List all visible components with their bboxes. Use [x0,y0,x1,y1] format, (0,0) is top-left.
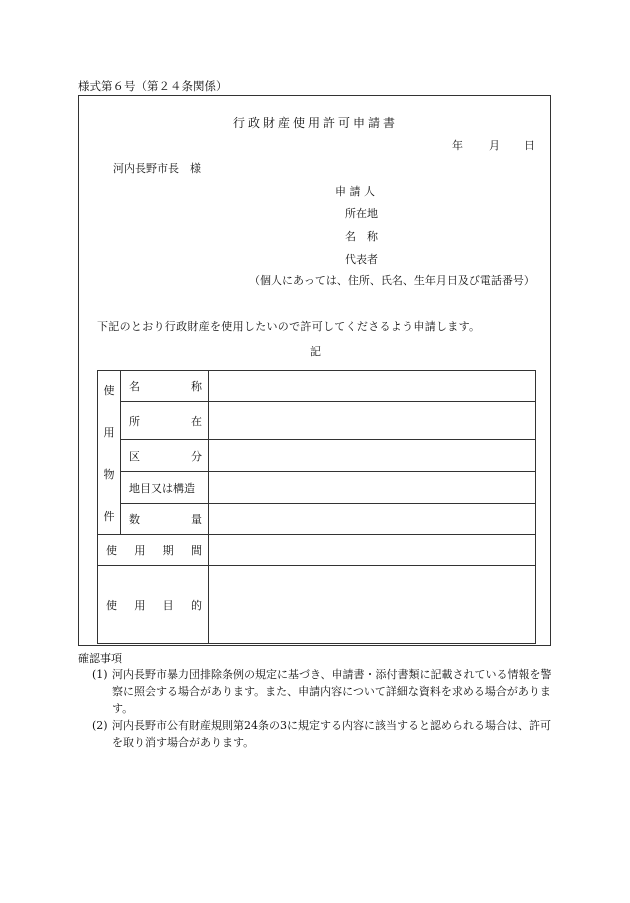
list-item [92,666,552,717]
row-label-location: 所 在 [121,402,209,440]
table-row [98,535,536,566]
group-char: 物 [103,467,115,481]
group-char: 件 [103,509,115,523]
purpose-label: 使 用 目 的 [98,566,209,644]
form-number-label: 様式第６号（第２４条関係） [78,79,228,93]
date-day-label: 日 [524,139,535,152]
table-row [98,402,536,440]
addressee: 河内長野市長 様 [113,162,201,175]
value-cell-quantity[interactable] [209,504,536,535]
property-table [97,370,536,644]
note-number: (2) [92,719,108,732]
row-label-land-structure: 地目又は構造 [121,472,209,504]
value-cell-category[interactable] [209,440,536,472]
applicant-representative-label: 代表者 [345,253,378,266]
row-label-quantity: 数 量 [121,504,209,535]
period-label: 使 用 期 間 [98,535,209,566]
table-row [98,371,536,402]
request-sentence: 下記のとおり行政財産を使用したいので許可してくださるよう申請します。 [97,320,481,333]
value-cell-name[interactable] [209,371,536,402]
notes-heading: 確認事項 [78,652,122,665]
group-char: 使 [103,383,115,397]
row-label-category: 区 分 [121,440,209,472]
property-group-label [98,371,121,535]
application-form [78,95,551,646]
date-year-label: 年 [452,139,463,152]
ki-heading: 記 [310,345,321,358]
applicant-address-label: 所在地 [345,207,378,220]
document-title: 行政財産使用許可申請書 [232,116,398,130]
note-text: 河内長野市暴力団排除条例の規定に基づき、申請書・添付書類に記載されている情報を警察に照会する場合があります。また、申請内容について詳細な資料を求める場合があります。 [112,668,552,715]
table-row [98,566,536,644]
value-cell-location[interactable] [209,402,536,440]
applicant-heading: 申 請 人 [335,185,375,198]
applicant-name-label: 名 称 [345,230,378,243]
group-char: 用 [103,425,115,439]
table-row [98,440,536,472]
note-number: (1) [92,668,108,681]
value-cell-purpose[interactable] [209,566,536,644]
table-row [98,504,536,535]
row-label-name: 名 称 [121,371,209,402]
table-row [98,472,536,504]
value-cell-period[interactable] [209,535,536,566]
value-cell-land-structure[interactable] [209,472,536,504]
individual-note: （個人にあっては、住所、氏名、生年月日及び電話番号） [249,274,535,287]
date-month-label: 月 [489,139,500,152]
list-item [92,717,552,751]
note-text: 河内長野市公有財産規則第24条の3に規定する内容に該当すると認められる場合は、許可を取り消す場合があります。 [112,719,551,749]
